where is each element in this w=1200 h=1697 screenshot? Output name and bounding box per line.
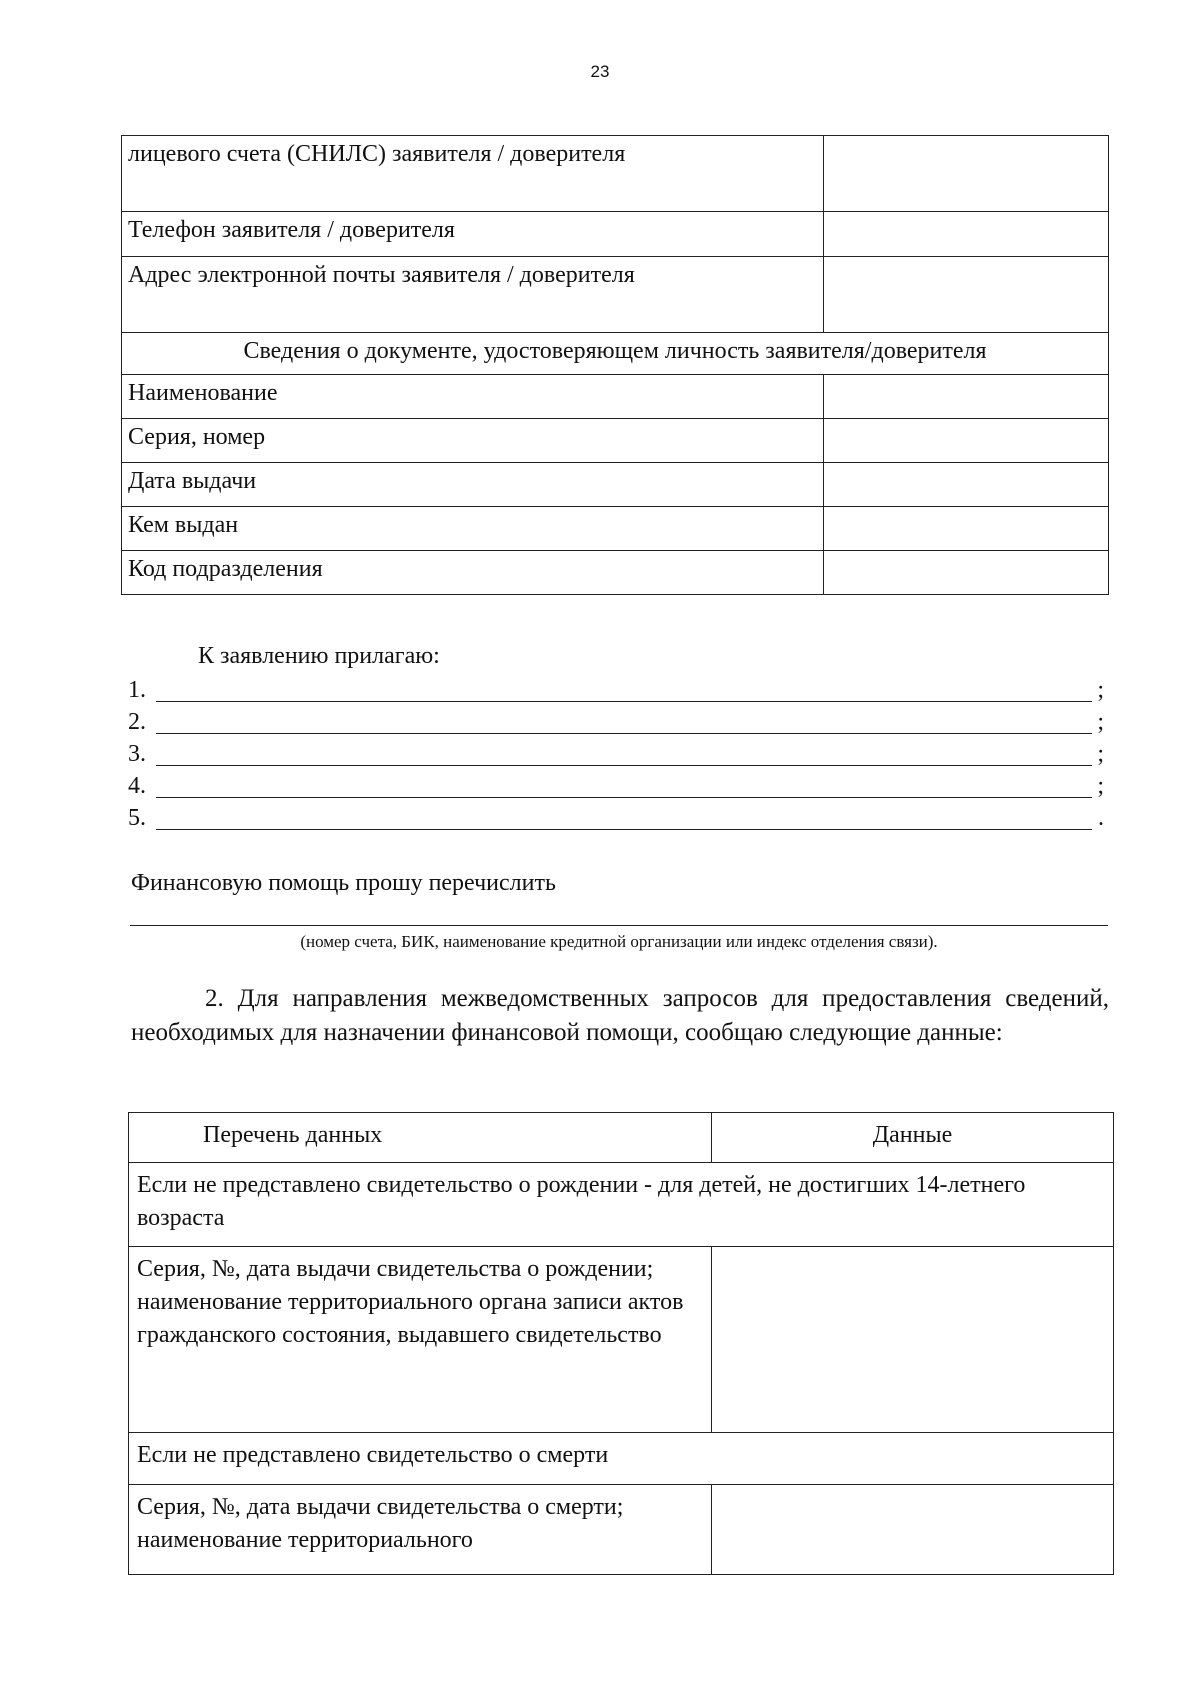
interagency-data-table: [128, 1112, 1114, 1575]
attachments-title: К заявлению прилагаю:: [198, 643, 440, 669]
death-cert-value[interactable]: [712, 1485, 1114, 1575]
birth-cert-section: Если не представлено свидетельство о рождении - для детей, не достигших 14-летнего возраста: [129, 1163, 1114, 1247]
attachment-end-mark: ;: [1097, 773, 1104, 799]
attachment-line[interactable]: [128, 771, 1118, 803]
email-label: Адрес электронной почты заявителя / доверителя: [122, 257, 824, 333]
birth-cert-value[interactable]: [712, 1247, 1114, 1433]
attachment-line[interactable]: [128, 803, 1118, 835]
doc-issuer-value[interactable]: [824, 507, 1109, 551]
doc-issuer-label: Кем выдан: [122, 507, 824, 551]
attachment-blank[interactable]: [156, 701, 1092, 702]
attachment-end-mark: .: [1098, 805, 1104, 831]
phone-label: Телефон заявителя / доверителя: [122, 212, 824, 257]
phone-value[interactable]: [824, 212, 1109, 257]
attachment-number: 2.: [128, 709, 146, 735]
death-cert-label: Серия, №, дата выдачи свидетельства о смерти; наименование территориального: [129, 1485, 712, 1575]
attachments-list: [128, 675, 1118, 835]
birth-cert-label: Серия, №, дата выдачи свидетельства о рождении; наименование территориального органа записи актов гражданского состояния, выдавшего свидетельство: [129, 1247, 712, 1433]
doc-series-label: Серия, номер: [122, 419, 824, 463]
attachment-number: 3.: [128, 741, 146, 767]
attachment-number: 5.: [128, 805, 146, 831]
paragraph-2: 2. Для направления межведомственных запросов для предоставления сведений, необходимых для назначении финансовой помощи, сообщаю следующие данные:: [131, 985, 1109, 1046]
doc-name-value[interactable]: [824, 375, 1109, 419]
attachment-blank[interactable]: [156, 733, 1092, 734]
attachment-line[interactable]: [128, 739, 1118, 771]
attachment-end-mark: ;: [1097, 709, 1104, 735]
attachment-line[interactable]: [128, 675, 1118, 707]
death-cert-section: Если не представлено свидетельство о смерти: [129, 1433, 1114, 1485]
attachment-end-mark: ;: [1097, 677, 1104, 703]
applicant-info-table: [121, 135, 1109, 595]
doc-series-value[interactable]: [824, 419, 1109, 463]
doc-division-code-value[interactable]: [824, 551, 1109, 595]
doc-date-value[interactable]: [824, 463, 1109, 507]
snils-label: лицевого счета (СНИЛС) заявителя / доверителя: [122, 136, 824, 212]
header-data: Данные: [712, 1113, 1114, 1163]
doc-date-label: Дата выдачи: [122, 463, 824, 507]
snils-value[interactable]: [824, 136, 1109, 212]
attachment-blank[interactable]: [156, 797, 1092, 798]
financial-transfer-hint: (номер счета, БИК, наименование кредитной организации или индекс отделения связи).: [300, 932, 938, 951]
doc-name-label: Наименование: [122, 375, 824, 419]
header-data-list: Перечень данных: [129, 1113, 712, 1163]
attachment-number: 4.: [128, 773, 146, 799]
financial-transfer-blank[interactable]: [130, 925, 1108, 926]
page-number: 23: [590, 62, 610, 81]
financial-transfer-label: Финансовую помощь прошу перечислить: [131, 870, 556, 896]
identity-doc-section-header: Сведения о документе, удостоверяющем личность заявителя/доверителя: [122, 333, 1109, 375]
attachment-blank[interactable]: [156, 765, 1092, 766]
attachment-blank[interactable]: [156, 829, 1092, 830]
doc-division-code-label: Код подразделения: [122, 551, 824, 595]
email-value[interactable]: [824, 257, 1109, 333]
attachment-line[interactable]: [128, 707, 1118, 739]
attachment-number: 1.: [128, 677, 146, 703]
attachment-end-mark: ;: [1097, 741, 1104, 767]
